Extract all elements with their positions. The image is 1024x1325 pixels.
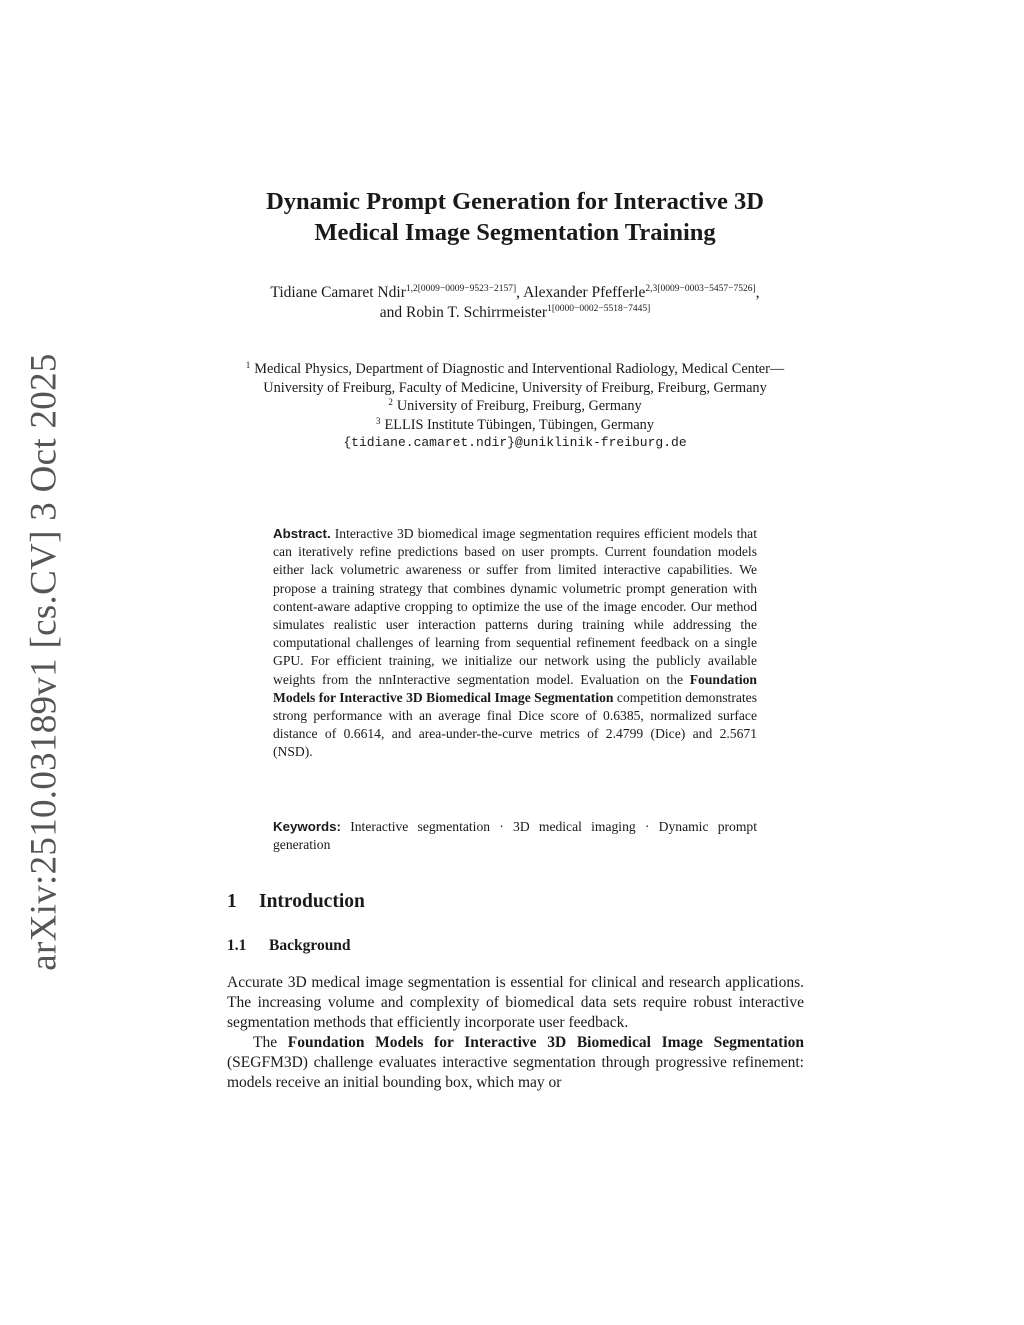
section-number: 1 <box>227 891 237 912</box>
author-separator: , <box>516 284 521 301</box>
author-orcid: 1[0000−0002−5518−7445] <box>547 304 651 314</box>
author-name: Alexander Pfefferle <box>523 284 646 301</box>
keywords-text: Interactive segmentation · 3D medical imaging · Dynamic prompt generation <box>273 819 757 853</box>
author-name: Tidiane Camaret Ndir <box>270 284 406 301</box>
paper-title <box>200 186 830 248</box>
section-title: Introduction <box>259 891 365 912</box>
affiliations <box>218 360 812 453</box>
author-list <box>270 283 760 323</box>
author-separator: , and <box>379 284 760 321</box>
keywords <box>273 818 757 854</box>
affiliation-number: 1 <box>245 360 251 370</box>
paragraph-2-competition-name: Foundation Models for Interactive 3D Biomedical Image Segmentation <box>287 1034 804 1051</box>
author-orcid: 1,2[0009−0009−9523−2157] <box>405 284 517 294</box>
keywords-label: Keywords: <box>273 819 341 834</box>
subsection-title: Background <box>269 937 351 954</box>
section-heading <box>227 891 365 913</box>
paragraph-2 <box>227 1033 804 1093</box>
abstract-text: Interactive 3D biomedical image segmentation requires efficient models that can iteratively refine predictions based on user prompts. Current foundation models either lack volumetric awareness or suffer from limited interactive capabilities. We propose a training strategy that combines dynamic volumetric prompt generation with content-aware adaptive cropping to optimize the use of the image encoder. Our method simulates realistic user interaction patterns during training while addressing the computational challenges of learning from sequential refinement feedback on a single GPU. For efficient training, we initialize our network using the publicly available weights from the nnInteractive segmentation model. Evaluation on the <box>273 526 757 687</box>
author-name: Robin T. Schirrmeister <box>406 304 548 321</box>
contact-email[interactable]: {tidiane.camaret.ndir}@uniklinik-freiburg.de <box>343 435 687 451</box>
affiliation-item <box>218 360 812 397</box>
affiliation-number: 3 <box>376 415 381 426</box>
paragraph-2-cont: (SEGFM3D) challenge evaluates interactive segmentation through progressive refinement: models receive an initial bounding box, which may or <box>227 1054 804 1091</box>
affiliation-number: 2 <box>388 397 393 408</box>
abstract-label: Abstract. <box>273 526 331 541</box>
abstract-text-cont: competition demonstrates strong performance with an average final Dice score of 0.6385, normalized surface distance of 0.6614, and area-under-the-curve metrics of 2.4799 (Dice) and 2.5671 (NSD). <box>273 689 757 760</box>
subsection-heading <box>227 937 351 955</box>
title-line-1: Dynamic Prompt Generation for Interactive 3D <box>266 188 764 215</box>
author-orcid: 2,3[0009−0003−5457−7526] <box>645 284 756 294</box>
abstract-competition-name: Foundation Models for Interactive 3D Biomedical Image Segmentation <box>273 671 757 705</box>
arxiv-identifier: arXiv:2510.03189v1 [cs.CV] 3 Oct 2025 <box>23 353 65 971</box>
paragraph-2-start: The <box>253 1034 278 1051</box>
affiliation-item <box>218 416 812 435</box>
affiliation-text: Medical Physics, Department of Diagnostic and Interventional Radiology, Medical Center—University of Freiburg, Faculty of Medicine, University of Freiburg, Freiburg, Germany <box>254 361 785 396</box>
affiliation-text: ELLIS Institute Tübingen, Tübingen, Germany <box>384 416 654 433</box>
paragraph-1: Accurate 3D medical image segmentation is essential for clinical and research applications. The increasing volume and complexity of biomedical data sets require robust interactive segmentation methods that efficiently incorporate user feedback. <box>227 974 804 1031</box>
subsection-number: 1.1 <box>227 937 247 954</box>
title-line-2: Medical Image Segmentation Training <box>314 219 716 246</box>
affiliation-item <box>218 397 812 416</box>
abstract <box>273 525 757 762</box>
body-text <box>227 973 804 1093</box>
affiliation-text: University of Freiburg, Freiburg, Germany <box>396 398 642 415</box>
